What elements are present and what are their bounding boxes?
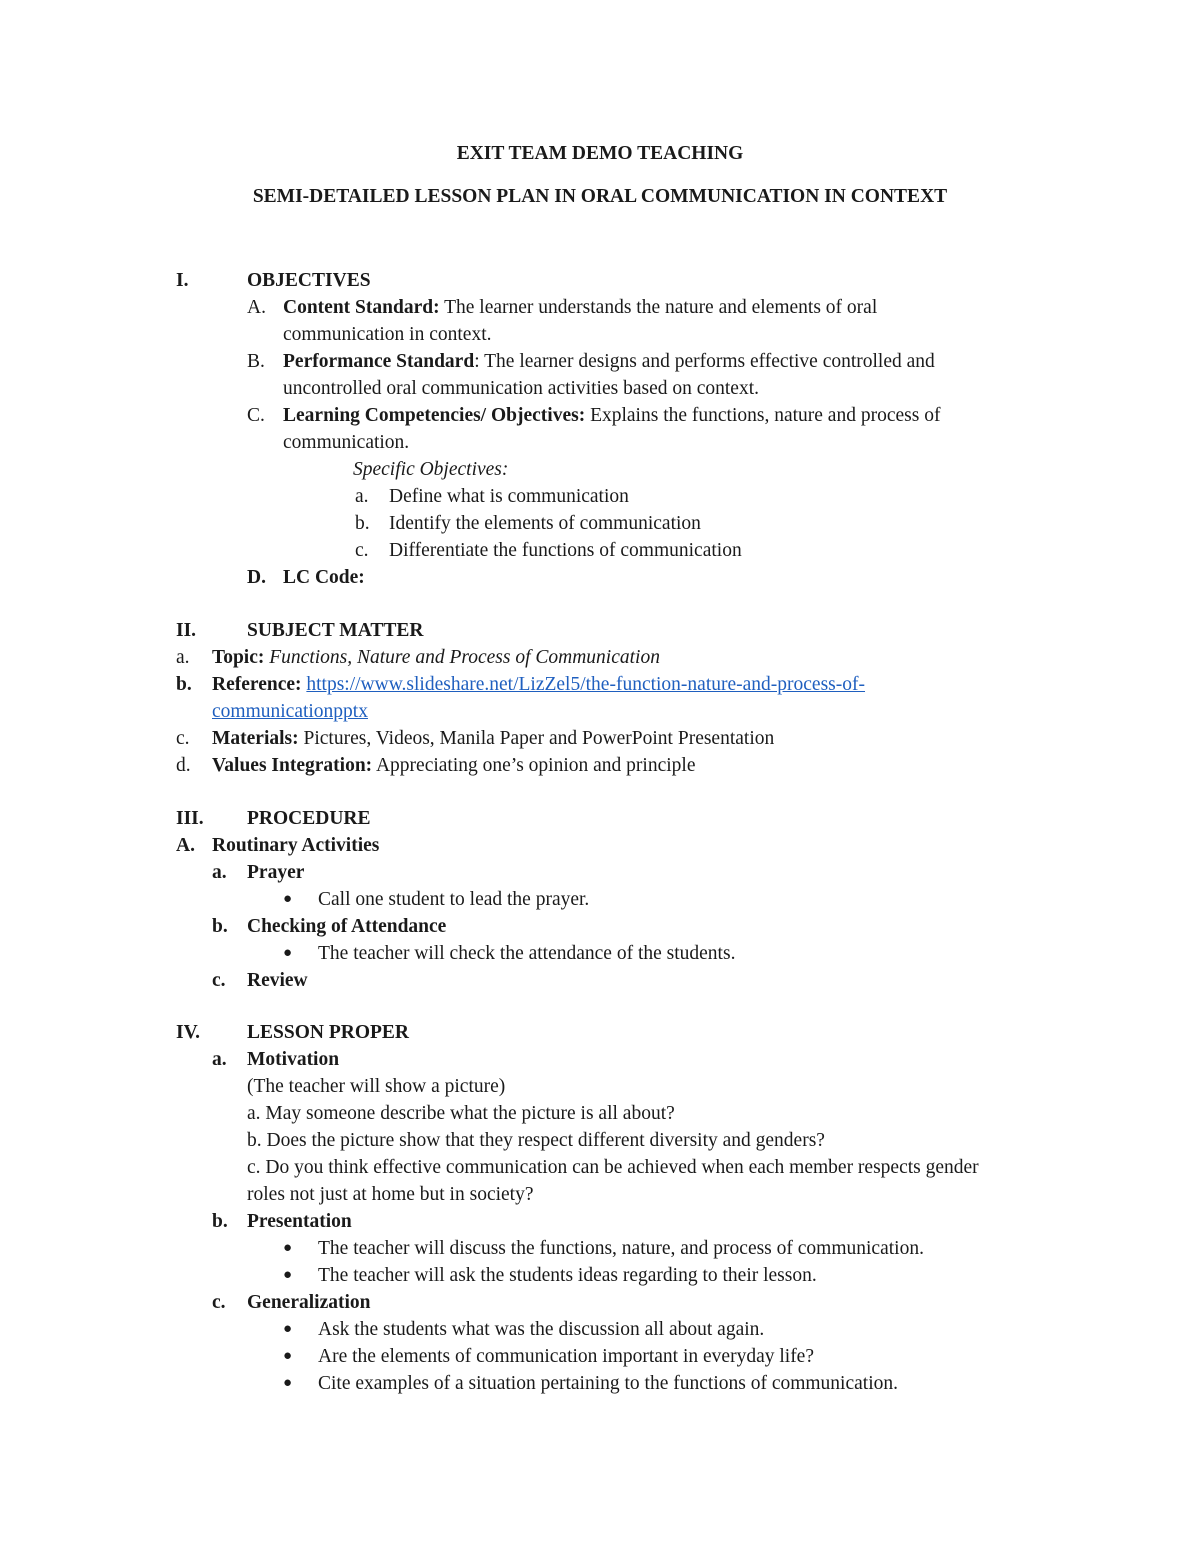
bullet-icon: ● xyxy=(283,1321,293,1337)
content-standard-cont: communication in context. xyxy=(283,324,492,345)
reference-link[interactable]: https://www.slideshare.net/LizZel5/the-function-nature-and-process-of- xyxy=(306,674,866,695)
values-integration: Values Integration: Appreciating one’s opinion and principle xyxy=(212,755,696,776)
list-marker: d. xyxy=(176,755,191,776)
prayer-label: Prayer xyxy=(247,862,305,883)
generalization-label: Generalization xyxy=(247,1292,371,1313)
list-marker: A. xyxy=(247,297,266,318)
bullet-icon: ● xyxy=(283,1348,293,1364)
attendance-label: Checking of Attendance xyxy=(247,916,447,937)
list-marker: C. xyxy=(247,405,265,426)
bullet-item: The teacher will check the attendance of the students. xyxy=(318,943,736,964)
motivation-label: Motivation xyxy=(247,1049,340,1070)
topic: Topic: Functions, Nature and Process of Communication xyxy=(212,647,660,668)
bullet-icon: ● xyxy=(283,891,293,907)
reference: Reference: https://www.slideshare.net/LizZel5/the-function-nature-and-process-of- xyxy=(212,674,866,695)
section-heading-subject-matter: SUBJECT MATTER xyxy=(247,620,424,641)
section-number: III. xyxy=(176,808,204,829)
reference-link-cont[interactable]: communicationpptx xyxy=(212,701,368,722)
motivation-line: c. Do you think effective communication can be achieved when each member respects gender xyxy=(247,1157,979,1178)
list-marker: b. xyxy=(212,916,228,937)
document-subtitle: SEMI-DETAILED LESSON PLAN IN ORAL COMMUNICATION IN CONTEXT xyxy=(252,186,948,207)
section-heading-procedure: PROCEDURE xyxy=(247,808,371,829)
list-marker: A. xyxy=(176,835,195,856)
bullet-icon: ● xyxy=(283,1375,293,1391)
section-number: I. xyxy=(176,270,189,291)
list-marker: a. xyxy=(355,486,369,507)
section-number: IV. xyxy=(176,1022,201,1043)
motivation-line: roles not just at home but in society? xyxy=(247,1184,534,1205)
learning-competencies: Learning Competencies/ Objectives: Explains the functions, nature and process of xyxy=(283,405,941,426)
motivation-line: (The teacher will show a picture) xyxy=(247,1076,506,1097)
routinary-activities: Routinary Activities xyxy=(212,835,380,856)
bullet-icon: ● xyxy=(283,945,293,961)
specific-objectives-label: Specific Objectives: xyxy=(353,459,509,480)
motivation-line: a. May someone describe what the picture is all about? xyxy=(247,1103,675,1124)
list-marker: B. xyxy=(247,351,265,372)
performance-standard-cont: uncontrolled oral communication activities based on context. xyxy=(283,378,759,399)
bullet-item: Cite examples of a situation pertaining to the functions of communication. xyxy=(318,1373,898,1394)
document-title: EXIT TEAM DEMO TEACHING xyxy=(456,143,744,164)
content-standard: Content Standard: The learner understands the nature and elements of oral xyxy=(283,297,878,318)
bullet-item: Call one student to lead the prayer. xyxy=(318,889,590,910)
learning-competencies-cont: communication. xyxy=(283,432,410,453)
section-number: II. xyxy=(176,620,197,641)
list-marker: b. xyxy=(355,513,370,534)
bullet-item: The teacher will discuss the functions, nature, and process of communication. xyxy=(318,1238,924,1259)
list-marker: D. xyxy=(247,567,266,588)
review-label: Review xyxy=(247,970,308,991)
bullet-icon: ● xyxy=(283,1267,293,1283)
list-marker: c. xyxy=(212,970,226,991)
lc-code: LC Code: xyxy=(283,567,365,588)
motivation-line: b. Does the picture show that they respect different diversity and genders? xyxy=(247,1130,825,1151)
bullet-item: The teacher will ask the students ideas regarding to their lesson. xyxy=(318,1265,817,1286)
specific-objective: Differentiate the functions of communication xyxy=(389,540,742,561)
list-marker: a. xyxy=(176,647,190,668)
bullet-item: Are the elements of communication important in everyday life? xyxy=(318,1346,814,1367)
list-marker: b. xyxy=(212,1211,228,1232)
bullet-item: Ask the students what was the discussion all about again. xyxy=(318,1319,765,1340)
section-heading-objectives: OBJECTIVES xyxy=(247,270,371,291)
materials: Materials: Pictures, Videos, Manila Paper and PowerPoint Presentation xyxy=(212,728,775,749)
performance-standard: Performance Standard: The learner designs and performs effective controlled and xyxy=(283,351,935,372)
list-marker: c. xyxy=(355,540,369,561)
bullet-icon: ● xyxy=(283,1240,293,1256)
list-marker: a. xyxy=(212,862,227,883)
section-heading-lesson-proper: LESSON PROPER xyxy=(247,1022,409,1043)
list-marker: b. xyxy=(176,674,192,695)
specific-objective: Identify the elements of communication xyxy=(389,513,701,534)
specific-objective: Define what is communication xyxy=(389,486,629,507)
list-marker: a. xyxy=(212,1049,227,1070)
list-marker: c. xyxy=(212,1292,226,1313)
list-marker: c. xyxy=(176,728,190,749)
presentation-label: Presentation xyxy=(247,1211,352,1232)
